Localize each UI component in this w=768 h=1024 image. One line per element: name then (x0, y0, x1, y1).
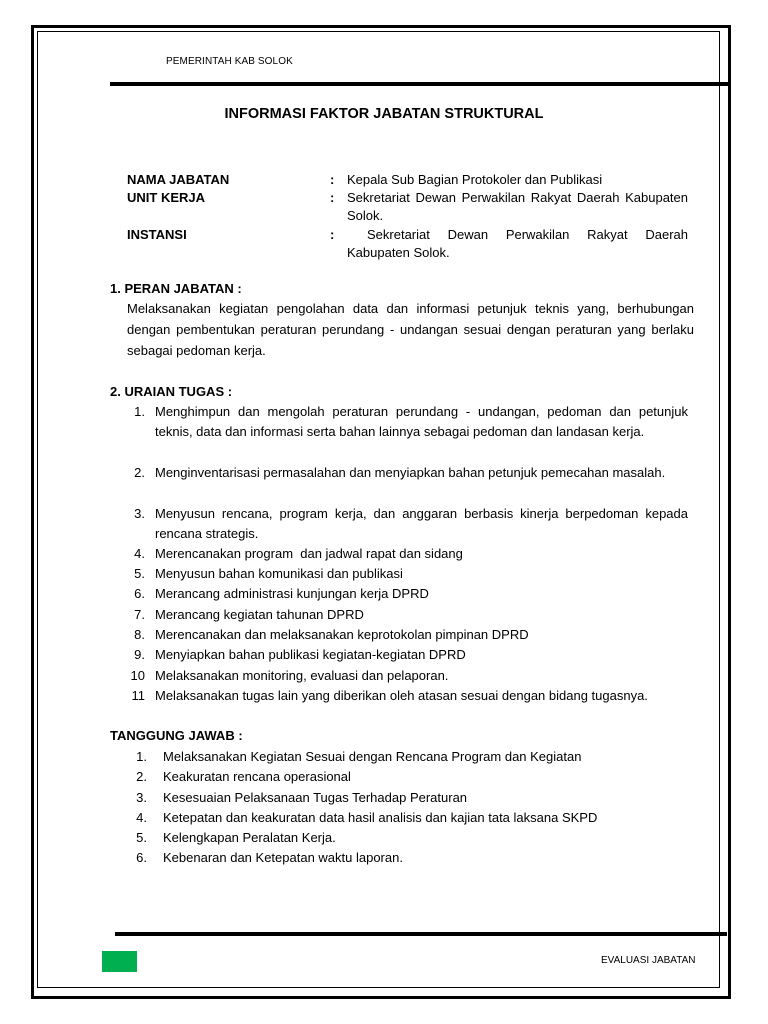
info-label: NAMA JABATAN (127, 172, 230, 187)
list-item (127, 544, 688, 564)
list-text: Menyusun bahan komunikasi dan publikasi (155, 566, 403, 581)
list-num: 3. (134, 506, 145, 521)
info-row-nama-jabatan (127, 171, 689, 189)
list-num: 1. (134, 404, 145, 419)
list-item (127, 564, 688, 584)
list-item (129, 767, 689, 787)
list-item (129, 828, 689, 848)
info-row-instansi (127, 226, 689, 262)
list-text: Melaksanakan tugas lain yang diberikan oleh atasan sesuai dengan bidang tugasnya. (155, 688, 648, 703)
info-value: Sekretariat Dewan Perwakilan Rakyat Daerah Kabupaten Solok. (347, 190, 688, 223)
list-item (127, 402, 688, 462)
list-item (129, 747, 689, 767)
info-colon: : (330, 172, 335, 187)
list-text: Kesesuaian Pelaksanaan Tugas Terhadap Peraturan (163, 790, 468, 805)
list-item (127, 666, 688, 686)
list-num: 11 (131, 688, 145, 703)
list-text: Ketepatan dan keakuratan data hasil analisis dan kajian tata laksana SKPD (163, 810, 598, 825)
info-row-unit-kerja (127, 189, 689, 225)
section-heading-peran: 1. PERAN JABATAN : (110, 281, 242, 296)
info-label: UNIT KERJA (127, 190, 206, 205)
info-value: Sekretariat Dewan Perwakilan Rakyat Daerah Kabupaten Solok. (347, 227, 688, 260)
list-text: Melaksanakan Kegiatan Sesuai dengan Rencana Program dan Kegiatan (163, 749, 582, 764)
list-num: 10 (130, 668, 145, 683)
list-item (127, 463, 688, 503)
list-text: Menginventarisasi permasalahan dan menyiapkan bahan petunjuk pemecahan masalah. (155, 465, 666, 480)
list-item (127, 584, 688, 604)
list-text: Merencanakan program dan jadwal rapat dan sidang (155, 546, 463, 561)
list-num: 7. (134, 607, 145, 622)
info-colon: : (330, 190, 335, 205)
header-org: PEMERINTAH KAB SOLOK (166, 56, 293, 67)
list-num: 9. (134, 647, 145, 662)
info-colon: : (330, 227, 335, 242)
list-item (127, 686, 688, 706)
list-text: Menyiapkan bahan publikasi kegiatan-kegiatan DPRD (155, 647, 466, 662)
list-text: Keakuratan rencana operasional (163, 769, 351, 784)
list-num: 8. (134, 627, 145, 642)
list-item (129, 848, 689, 868)
list-num: 2. (136, 769, 147, 784)
list-num: 2. (134, 465, 145, 480)
list-text: Menghimpun dan mengolah peraturan perundang - undangan, pedoman dan petunjuk teknis, data dan informasi serta bahan lainnya sebagai pedoman dan landasan kerja. (155, 404, 688, 439)
list-text: Merancang kegiatan tahunan DPRD (155, 607, 364, 622)
list-item (127, 605, 688, 625)
list-item (127, 625, 688, 645)
section-heading-uraian: 2. URAIAN TUGAS : (110, 384, 233, 399)
list-num: 6. (136, 850, 147, 865)
list-item (129, 808, 689, 828)
footer-text: EVALUASI JABATAN (601, 955, 696, 966)
list-num: 5. (134, 566, 145, 581)
info-value: Kepala Sub Bagian Protokoler dan Publikasi (347, 172, 603, 187)
list-item (127, 504, 688, 544)
header-rule (110, 82, 730, 86)
section-heading-tanggung: TANGGUNG JAWAB : (110, 728, 243, 743)
list-item (129, 788, 689, 808)
list-num: 6. (134, 586, 145, 601)
list-num: 5. (136, 830, 147, 845)
page-title: INFORMASI FAKTOR JABATAN STRUKTURAL (224, 106, 544, 122)
list-text: Menyusun rencana, program kerja, dan anggaran berbasis kinerja berpedoman kepada rencana strategis. (155, 506, 688, 541)
list-num: 4. (134, 546, 145, 561)
list-num: 1. (136, 749, 147, 764)
list-num: 3. (136, 790, 147, 805)
info-label: INSTANSI (127, 227, 187, 242)
peran-text: Melaksanakan kegiatan pengolahan data dan informasi petunjuk teknis yang, berhubungan dengan pembentukan peraturan perundang - undangan sesuai dengan peraturan yang berlaku sebagai pedoman kerja. (127, 301, 694, 358)
list-text: Merencanakan dan melaksanakan keprotokolan pimpinan DPRD (155, 627, 529, 642)
list-text: Merancang administrasi kunjungan kerja DPRD (155, 586, 429, 601)
list-num: 4. (136, 810, 147, 825)
list-item (127, 645, 688, 665)
footer-color-box (102, 951, 137, 972)
list-text: Kelengkapan Peralatan Kerja. (163, 830, 336, 845)
footer-rule (115, 932, 727, 936)
list-text: Melaksanakan monitoring, evaluasi dan pelaporan. (155, 668, 449, 683)
list-text: Kebenaran dan Ketepatan waktu laporan. (163, 850, 403, 865)
